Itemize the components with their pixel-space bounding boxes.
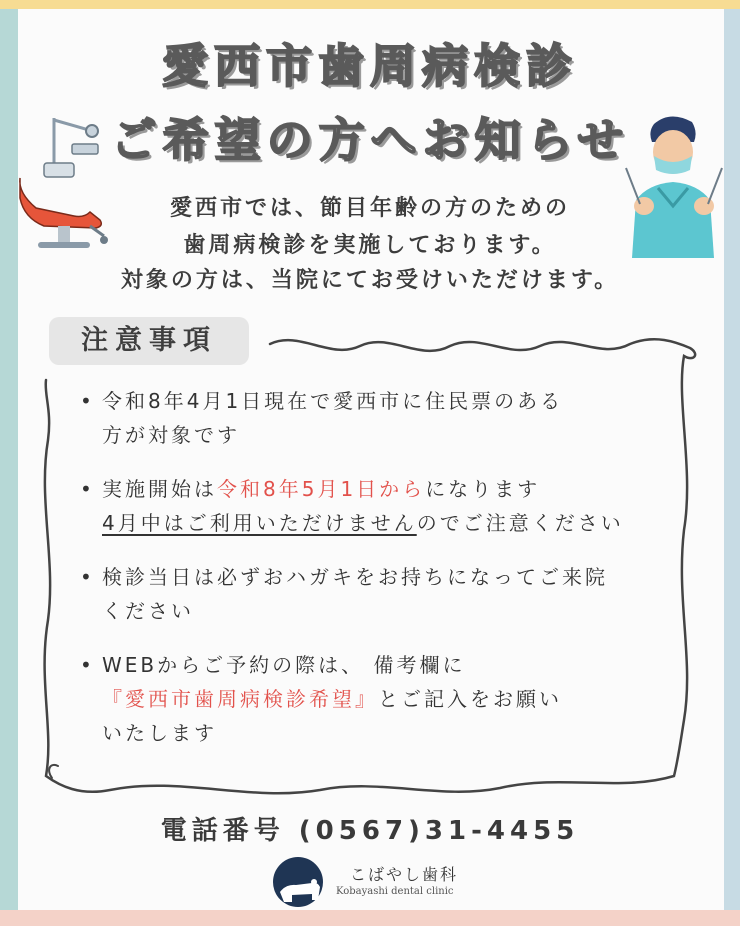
bullet-1-line-2: 方が対象です	[102, 423, 240, 447]
bullet-dot: •	[80, 653, 95, 677]
list-item	[80, 560, 680, 628]
title-line-1: 愛西市歯周病検診	[162, 39, 578, 93]
intro-line-2: 歯周病検診を実施しております。	[183, 233, 557, 258]
bullet-4-line-1: WEBからご予約の際は、 備考欄に	[102, 653, 466, 677]
bullet-1-line-1: 令和8年4月1日現在で愛西市に住民票のある	[102, 389, 564, 413]
list-item	[80, 384, 680, 452]
bullet-dot: •	[80, 565, 95, 589]
clinic-name-japanese: こばやし歯科	[350, 865, 459, 884]
intro-line-3: 対象の方は、当院にてお受けいただけます。	[120, 268, 620, 293]
bullet-2-suffix: になります	[425, 477, 541, 501]
bullet-2-line-1	[80, 472, 680, 506]
title-line-2: ご希望の方へお知らせ	[110, 113, 630, 167]
phone-number: 電話番号 (0567)31-4455	[160, 816, 580, 846]
bullet-2-prefix: 実施開始は	[102, 477, 217, 501]
april-unavailable-underlined: 4月中はご利用いただけません	[102, 511, 417, 535]
notice-heading: 注意事項	[49, 317, 249, 365]
bullet-3-line-1: 検診当日は必ずおハガキをお持ちになってご来院	[102, 565, 608, 589]
bullet-4-line-3: いたします	[102, 721, 217, 745]
bullet-2-line-2-suffix: のでご注意ください	[416, 511, 624, 535]
bullet-dot: •	[80, 477, 95, 501]
start-date-highlight: 令和8年5月1日から	[217, 477, 426, 501]
list-item	[80, 472, 680, 540]
clinic-logo-icon	[272, 856, 324, 908]
bullet-dot: •	[80, 389, 95, 413]
list-item	[80, 648, 680, 750]
bullet-4-line-2	[80, 682, 680, 716]
bullet-2-line-2	[80, 506, 680, 540]
bullet-4-line-2-suffix: とご記入をお願い	[378, 687, 562, 711]
bullet-3-line-2: ください	[102, 599, 194, 623]
web-note-highlight: 『愛西市歯周病検診希望』	[102, 687, 378, 711]
intro-line-1: 愛西市では、節目年齢の方のための	[169, 196, 570, 221]
clinic-name-english: Kobayashi dental clinic	[336, 886, 454, 897]
